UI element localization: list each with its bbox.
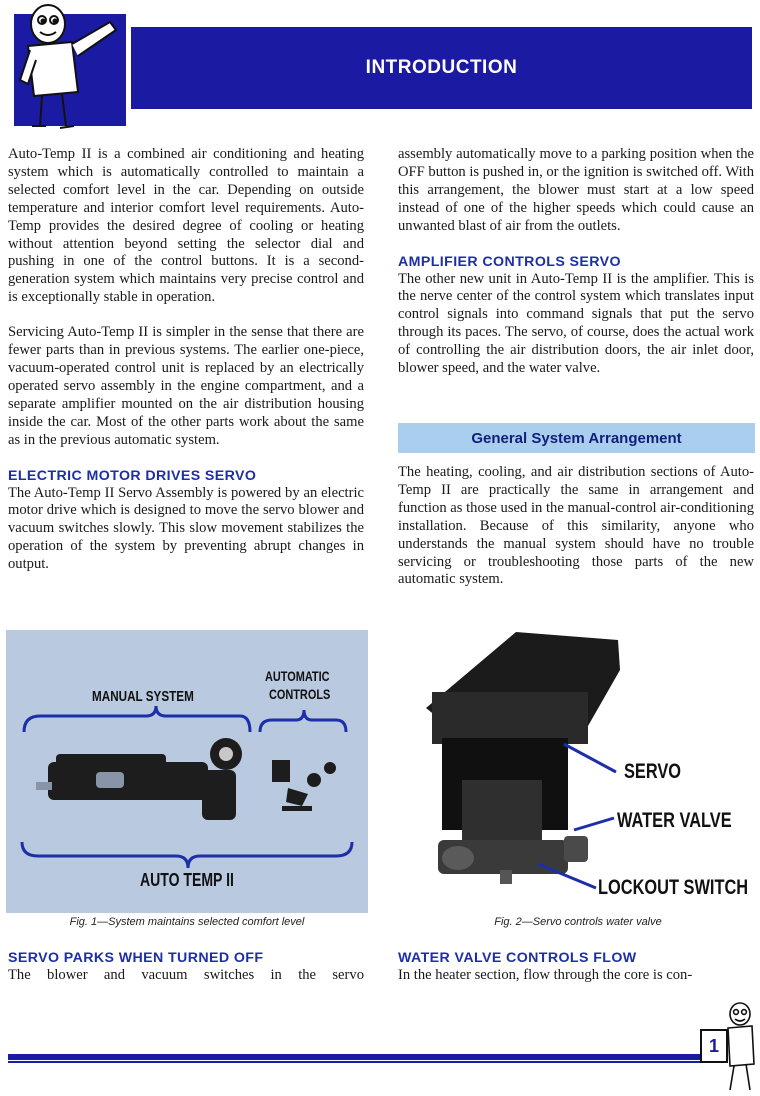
figure-1-label-manual: MANUAL SYSTEM (92, 688, 194, 705)
page-number: 1 (700, 1029, 728, 1063)
figure-2-caption: Fig. 2—Servo controls water valve (494, 916, 662, 928)
figure-2-label-servo: SERVO (624, 760, 682, 783)
bottom-left-section (8, 950, 364, 985)
parking-paragraph: assembly automatically move to a parking position when the OFF button is pushed in, or the ignition is switched off. With this arrangement, the blower must start at a low speed instead of one of the higher speeds which could cause an unwanted blast of air from the outlets. (398, 146, 755, 234)
figure-1-label-bottom: AUTO TEMP II (140, 870, 234, 890)
bottom-right-section (398, 950, 754, 985)
intro-paragraph: Auto-Temp II is a combined air conditioning and heating system which is automatically controlled to maintain a selected comfort level in the car. Depending on outside temperature and interior comfort level requirements. Auto-Temp provides the desired degree of cooling or heating without attention beyond setting the selector dial and pushing in one of the control buttons. It is a second-generation system which maintains very precise control and is exceptionally stable in operation. (8, 146, 364, 306)
figure-2-label-water-valve: WATER VALVE (617, 809, 732, 832)
section-title-box: General System Arrangement (398, 423, 755, 453)
figure-2-label-lockout: LOCKOUT SWITCH (598, 876, 749, 899)
section-heading: SERVO PARKS WHEN TURNED OFF (8, 950, 264, 966)
bottom-left-paragraph: The blower and vacuum switches in the servo (8, 967, 364, 983)
arrangement-paragraph: The heating, cooling, and air distribution sections of Auto-Temp II are practically the same in arrangement and function as those used in the manual-control air-conditioning installation. Because of this similarity, anyone who understands the manual system should have no trouble servicing or troubleshooting those parts of the new automatic system. (398, 464, 754, 588)
bottom-right-paragraph: In the heater section, flow through the core is con- (398, 967, 693, 983)
figure-1-label-automatic: AUTOMATIC (265, 668, 330, 684)
figure-2-photo (398, 630, 758, 913)
footer-rule-thin (8, 1061, 710, 1063)
figure-2-drawing (398, 630, 758, 913)
mascot-illustration (6, 0, 126, 136)
amplifier-paragraph: The other new unit in Auto-Temp II is the amplifier. This is the nerve center of the control system which translates input control signals into command signals that put the servo through its paces. The servo, of course, does the actual work of controlling the air distribution doors, the air inlet door, blower speed, and the water valve. (398, 270, 754, 377)
figure-1-caption: Fig. 1—System maintains selected comfort level (69, 916, 305, 928)
section-heading: ELECTRIC MOTOR DRIVES SERVO (8, 467, 257, 484)
section-heading: WATER VALVE CONTROLS FLOW (398, 950, 637, 966)
servicing-paragraph: Servicing Auto-Temp II is simpler in the sense that there are fewer parts than in previous systems. The earlier one-piece, vacuum-operated control unit is replaced by an electrically operated servo assembly in the engine compartment, and a separate amplifier mounted on the air distribution housing inside the car. Most of the other parts work about the same as in the previous automatic system. (8, 324, 364, 448)
page-title: INTRODUCTION (365, 57, 518, 78)
figure-1-label-controls: CONTROLS (269, 686, 331, 702)
servo-paragraph: The Auto-Temp II Servo Assembly is powered by an electric motor drive which is designed to move the servo blower and vacuum switches slowly. This slow movement stabilizes the operation of the system by preventing abrupt changes in output. (8, 484, 364, 573)
footer-rule (8, 1054, 710, 1060)
left-column (8, 146, 364, 574)
right-column (398, 146, 754, 378)
section-heading: AMPLIFIER CONTROLS SERVO (398, 253, 621, 270)
